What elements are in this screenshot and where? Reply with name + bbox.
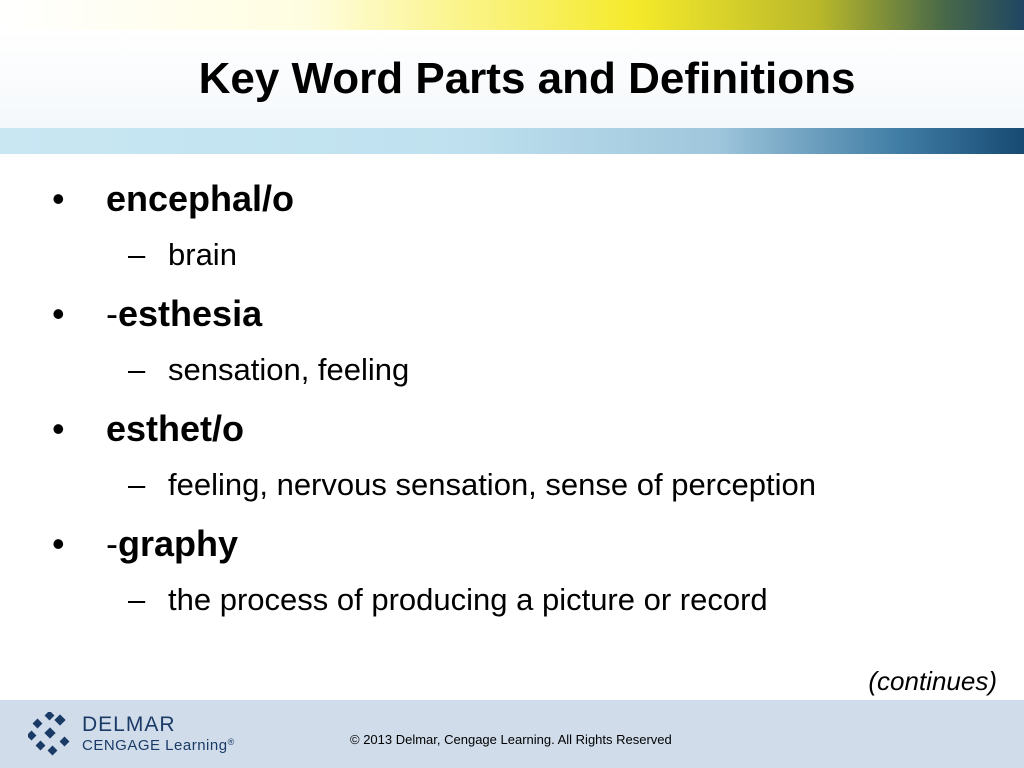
definition-text: brain [168,237,237,272]
definition-text: the process of producing a picture or record [168,582,768,617]
bullet-icon: • [52,178,65,219]
dash-icon: – [128,467,146,502]
definition-item [128,467,816,503]
word-part-term [106,408,244,450]
term-text: esthet/o [106,408,245,449]
definition-item [128,237,237,273]
continues-label: (continues) [868,666,997,696]
word-part-term [106,293,262,335]
definition-item [128,352,409,388]
logo-brand-name: DELMAR [82,713,176,736]
definition-text: feeling, nervous sensation, sense of perception [168,467,816,502]
word-part-term [106,178,294,220]
bullet-icon: • [52,523,65,564]
dash-icon: – [128,352,146,387]
term-prefix: - [106,293,118,334]
bullet-icon: • [52,293,65,334]
logo-brand-subtitle [82,737,235,754]
term-text: graphy [118,523,239,564]
footer-bar [0,700,1024,768]
definition-text: sensation, feeling [168,352,410,387]
term-prefix: - [106,523,118,564]
bullet-icon: • [52,408,65,449]
delmar-logo-icon [28,712,72,756]
dash-icon: – [128,237,146,272]
definition-item [128,582,768,618]
logo-subtitle-text: CENGAGE Learning [82,737,228,754]
term-text: esthesia [118,293,263,334]
slide-title: Key Word Parts and Definitions [198,54,856,103]
dash-icon: – [128,582,146,617]
term-text: encephal/o [106,178,295,219]
word-part-term [106,523,238,565]
copyright-notice: © 2013 Delmar, Cengage Learning. All Rights Reserved [350,732,672,747]
trademark-mark: ® [227,737,235,747]
